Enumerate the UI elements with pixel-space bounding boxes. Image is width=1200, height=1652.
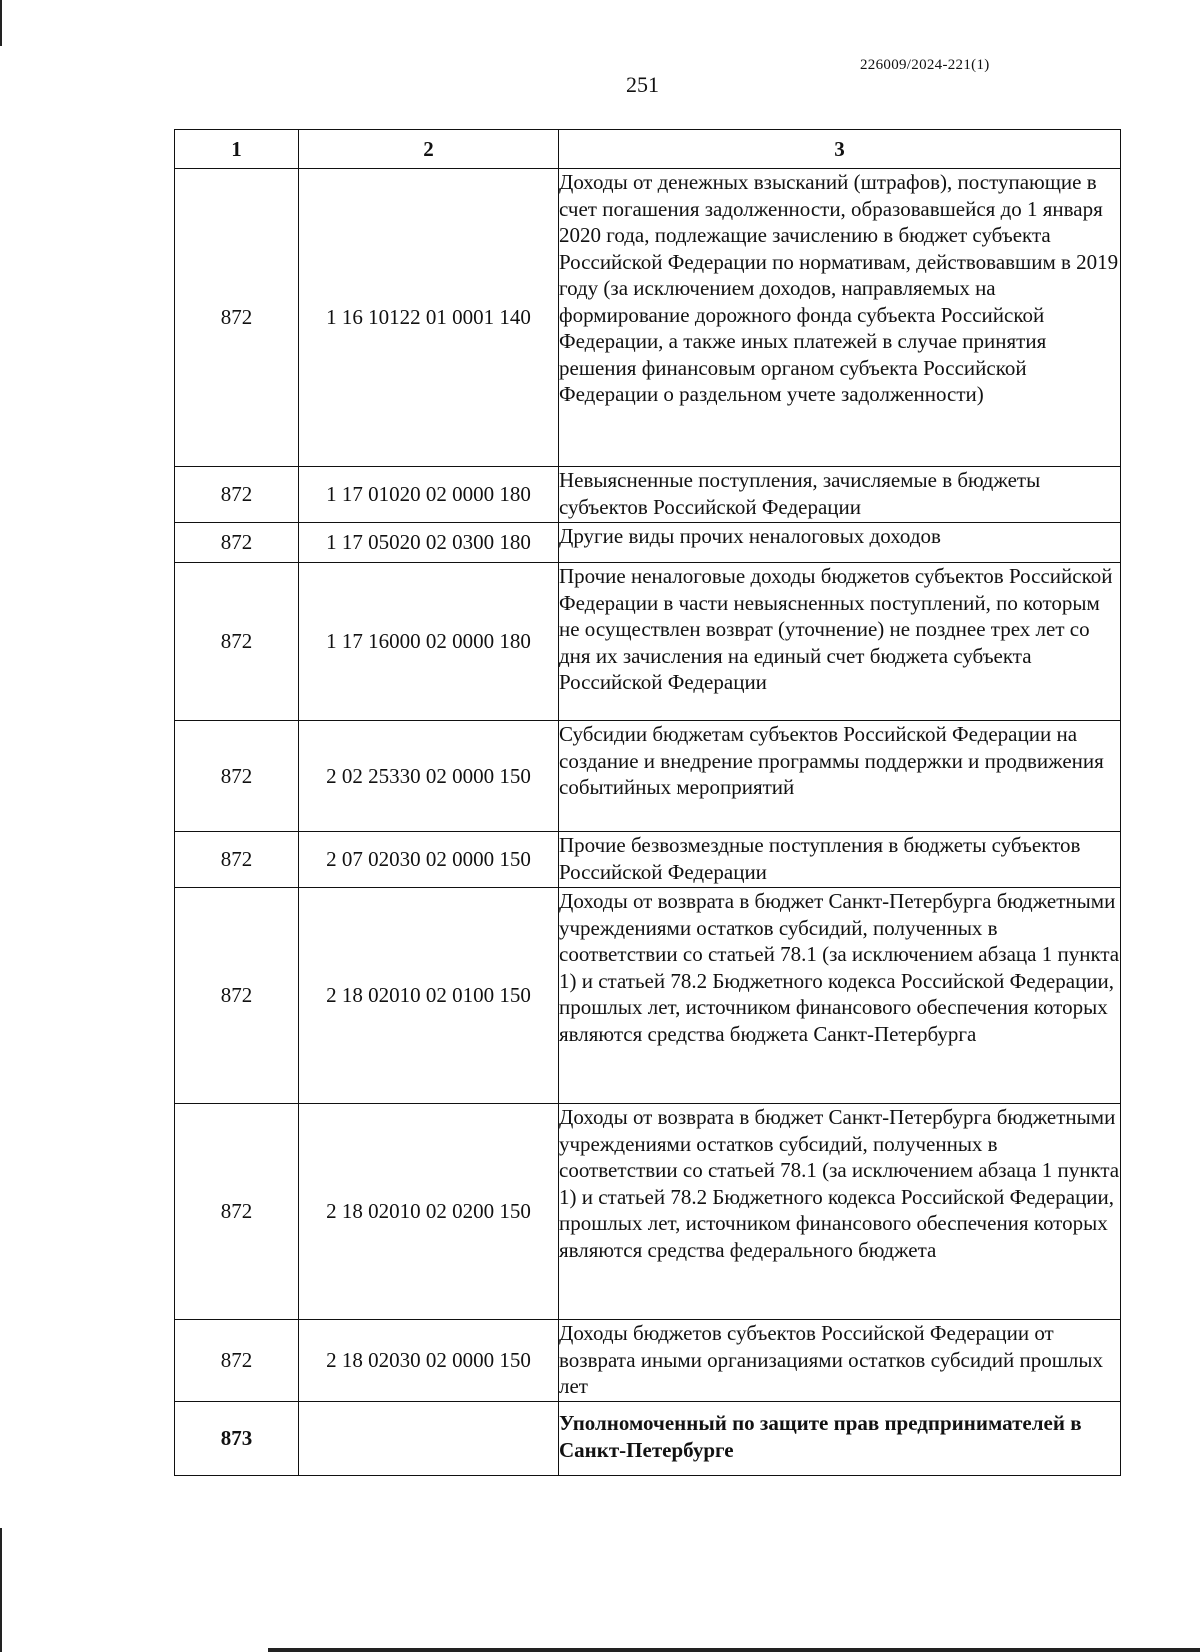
scan-edge-mark [0, 0, 2, 46]
admin-code-cell: 872 [175, 888, 299, 1104]
column-header: 1 [175, 130, 299, 169]
table-row [175, 1320, 1121, 1402]
admin-code-cell: 873 [175, 1402, 299, 1476]
kbk-code-cell: 2 18 02030 02 0000 150 [299, 1320, 559, 1402]
admin-code-cell: 872 [175, 563, 299, 721]
kbk-code-cell: 1 17 16000 02 0000 180 [299, 563, 559, 721]
kbk-code-cell [299, 1402, 559, 1476]
scan-edge-mark [268, 1648, 1200, 1652]
column-header: 2 [299, 130, 559, 169]
table-row [175, 721, 1121, 832]
description-cell: Прочие неналоговые доходы бюджетов субъектов Российской Федерации в части невыясненных поступлений, по которым не осуществлен возврат (уточнение) не позднее трех лет со дня их зачисления на единый счет бюджета субъекта Российской Федерации [559, 563, 1121, 721]
kbk-code-cell: 2 18 02010 02 0200 150 [299, 1104, 559, 1320]
table-row [175, 563, 1121, 721]
kbk-code-cell: 1 17 01020 02 0000 180 [299, 467, 559, 523]
admin-code-cell: 872 [175, 832, 299, 888]
table-row-section-header [175, 1402, 1121, 1476]
table-row [175, 832, 1121, 888]
kbk-code-cell: 2 02 25330 02 0000 150 [299, 721, 559, 832]
kbk-code-cell: 1 17 05020 02 0300 180 [299, 523, 559, 563]
description-cell: Доходы бюджетов субъектов Российской Федерации от возврата иными организациями остатков субсидий прошлых лет [559, 1320, 1121, 1402]
description-cell: Невыясненные поступления, зачисляемые в бюджеты субъектов Российской Федерации [559, 467, 1121, 523]
table-row [175, 888, 1121, 1104]
admin-code-cell: 872 [175, 1104, 299, 1320]
admin-code-cell: 872 [175, 1320, 299, 1402]
admin-code-cell: 872 [175, 523, 299, 563]
description-cell: Доходы от возврата в бюджет Санкт-Петербурга бюджетными учреждениями остатков субсидий, полученных в соответствии со статьей 78.1 (за исключением абзаца 1 пункта 1) и статьей 78.2 Бюджетного кодекса Российской Федерации, прошлых лет, источником финансового обеспечения которых являются средства федерального бюджета [559, 1104, 1121, 1320]
admin-code-cell: 872 [175, 169, 299, 467]
budget-classification-table [174, 129, 1121, 1476]
kbk-code-cell: 1 16 10122 01 0001 140 [299, 169, 559, 467]
kbk-code-cell: 2 18 02010 02 0100 150 [299, 888, 559, 1104]
page-number: 251 [626, 72, 659, 97]
document-id: 226009/2024-221(1) [860, 57, 990, 73]
table-row [175, 467, 1121, 523]
table-row [175, 1104, 1121, 1320]
description-cell: Доходы от денежных взысканий (штрафов), поступающие в счет погашения задолженности, образовавшейся до 1 января 2020 года, подлежащие зачислению в бюджет субъекта Российской Федерации по нормативам, действовавшим в 2019 году (за исключением доходов, направляемых на формирование дорожного фонда субъекта Российской Федерации, а также иных платежей в случае принятия решения финансовым органом субъекта Российской Федерации о раздельном учете задолженности) [559, 169, 1121, 467]
table-header-row [175, 130, 1121, 169]
admin-code-cell: 872 [175, 467, 299, 523]
description-cell: Субсидии бюджетам субъектов Российской Федерации на создание и внедрение программы поддержки и продвижения событийных мероприятий [559, 721, 1121, 832]
description-cell: Доходы от возврата в бюджет Санкт-Петербурга бюджетными учреждениями остатков субсидий, полученных в соответствии со статьей 78.1 (за исключением абзаца 1 пункта 1) и статьей 78.2 Бюджетного кодекса Российской Федерации, прошлых лет, источником финансового обеспечения которых являются средства бюджета Санкт-Петербурга [559, 888, 1121, 1104]
description-cell: Прочие безвозмездные поступления в бюджеты субъектов Российской Федерации [559, 832, 1121, 888]
description-cell: Другие виды прочих неналоговых доходов [559, 523, 1121, 563]
description-cell: Уполномоченный по защите прав предпринимателей в Санкт-Петербурге [559, 1402, 1121, 1476]
table-row [175, 523, 1121, 563]
table-row [175, 169, 1121, 467]
column-header: 3 [559, 130, 1121, 169]
kbk-code-cell: 2 07 02030 02 0000 150 [299, 832, 559, 888]
admin-code-cell: 872 [175, 721, 299, 832]
scan-edge-mark [0, 1528, 2, 1652]
